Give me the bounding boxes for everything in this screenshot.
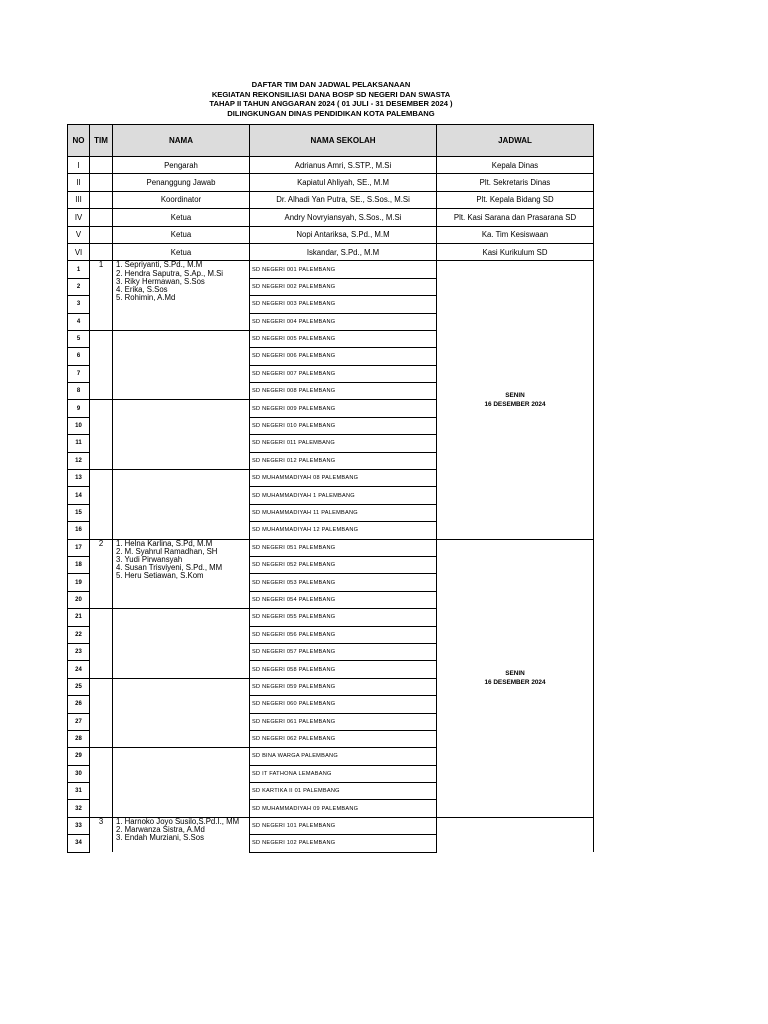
- row-number: 21: [68, 609, 90, 626]
- role-tim-cell: [90, 174, 113, 191]
- school-name: SD MUHAMMADIYAH 11 PALEMBANG: [250, 504, 437, 521]
- team-schedule-cell: [437, 817, 594, 852]
- role-number: IV: [68, 209, 90, 226]
- school-name: SD NEGERI 051 PALEMBANG: [250, 539, 437, 556]
- team-members-cell: [113, 748, 250, 818]
- school-name: SD NEGERI 006 PALEMBANG: [250, 348, 437, 365]
- role-row: [68, 174, 594, 191]
- school-name: SD IT FATHONA LEMABANG: [250, 765, 437, 782]
- col-nama: NAMA: [113, 125, 250, 157]
- team-number-cell: 2: [90, 539, 113, 609]
- school-name: SD NEGERI 011 PALEMBANG: [250, 435, 437, 452]
- role-title: Ketua: [113, 226, 250, 243]
- schedule-day: SENIN: [505, 391, 525, 399]
- row-number: 22: [68, 626, 90, 643]
- row-number: 14: [68, 487, 90, 504]
- team-number-cell: [90, 748, 113, 818]
- team-member: 3. Endah Murziani, S.Sos: [116, 833, 204, 843]
- role-position: Kepala Dinas: [437, 157, 594, 174]
- row-number: 2: [68, 278, 90, 295]
- school-name: SD MUHAMMADIYAH 12 PALEMBANG: [250, 522, 437, 539]
- role-position: Kasi Kurikulum SD: [437, 243, 594, 260]
- team-member: 2. M. Syahrul Ramadhan, SH: [116, 546, 218, 556]
- row-number: 20: [68, 591, 90, 608]
- title-line-3: TAHAP II TAHUN ANGGARAN 2024 ( 01 JULI - 31 DESEMBER 2024 ): [209, 99, 453, 109]
- school-name: SD NEGERI 059 PALEMBANG: [250, 678, 437, 695]
- role-tim-cell: [90, 191, 113, 208]
- role-tim-cell: [90, 243, 113, 260]
- row-number: 33: [68, 817, 90, 834]
- role-row: [68, 157, 594, 174]
- row-number: 24: [68, 661, 90, 678]
- row-number: 17: [68, 539, 90, 556]
- role-position: Plt. Kepala Bidang SD: [437, 191, 594, 208]
- school-name: SD NEGERI 055 PALEMBANG: [250, 609, 437, 626]
- role-person: Iskandar, S.Pd., M.M: [250, 243, 437, 260]
- row-number: 8: [68, 383, 90, 400]
- row-number: 9: [68, 400, 90, 417]
- row-number: 1: [68, 261, 90, 278]
- school-name: SD BINA WARGA PALEMBANG: [250, 748, 437, 765]
- school-name: SD NEGERI 010 PALEMBANG: [250, 417, 437, 434]
- team-members-cell: [113, 330, 250, 400]
- team-members-cell: [113, 470, 250, 540]
- school-name: SD NEGERI 102 PALEMBANG: [250, 835, 437, 852]
- role-person: Adrianus Amri, S.STP., M.Si: [250, 157, 437, 174]
- school-name: SD NEGERI 057 PALEMBANG: [250, 643, 437, 660]
- role-row: [68, 243, 594, 260]
- schedule-day: SENIN: [505, 670, 525, 678]
- team-members-cell: [113, 817, 250, 852]
- school-name: SD NEGERI 062 PALEMBANG: [250, 730, 437, 747]
- team-schedule-cell: [437, 539, 594, 817]
- school-name: SD NEGERI 003 PALEMBANG: [250, 296, 437, 313]
- role-title: Koordinator: [113, 191, 250, 208]
- role-person: Dr. Alhadi Yan Putra, SE., S.Sos., M.Si: [250, 191, 437, 208]
- school-name: SD MUHAMMADIYAH 08 PALEMBANG: [250, 470, 437, 487]
- team-member: 3. Yudi Pirwansyah: [116, 555, 183, 564]
- school-name: SD NEGERI 004 PALEMBANG: [250, 313, 437, 330]
- team-member: 4. Erika, S.Sos: [116, 284, 168, 294]
- team-members-cell: [113, 609, 250, 679]
- row-number: 19: [68, 574, 90, 591]
- role-number: III: [68, 191, 90, 208]
- team-member: 5. Rohimin, A.Md: [116, 293, 176, 303]
- col-tim: TIM: [90, 125, 113, 157]
- team-member: 1. Sepriyanti, S.Pd., M.M: [116, 260, 203, 270]
- school-name: SD NEGERI 061 PALEMBANG: [250, 713, 437, 730]
- team-members-cell: [113, 539, 250, 609]
- schedule-date: 16 DESEMBER 2024: [484, 679, 546, 687]
- school-name: SD MUHAMMADIYAH 09 PALEMBANG: [250, 800, 437, 817]
- document-title: [0, 80, 662, 118]
- schedule-table: [67, 124, 594, 853]
- row-number: 25: [68, 678, 90, 695]
- school-name: SD NEGERI 012 PALEMBANG: [250, 452, 437, 469]
- row-number: 29: [68, 748, 90, 765]
- school-name: SD NEGERI 054 PALEMBANG: [250, 591, 437, 608]
- team-members-cell: [113, 678, 250, 748]
- row-number: 26: [68, 696, 90, 713]
- row-number: 6: [68, 348, 90, 365]
- team-members-cell: [113, 400, 250, 470]
- role-number: V: [68, 226, 90, 243]
- team-number-cell: [90, 400, 113, 470]
- role-tim-cell: [90, 226, 113, 243]
- role-title: Penanggung Jawab: [113, 174, 250, 191]
- team-number-cell: 1: [90, 261, 113, 331]
- school-name: SD NEGERI 058 PALEMBANG: [250, 661, 437, 678]
- team-member: 2. Hendra Saputra, S.Ap., M.Si: [116, 268, 224, 278]
- row-number: 30: [68, 765, 90, 782]
- role-tim-cell: [90, 157, 113, 174]
- row-number: 3: [68, 296, 90, 313]
- header-row: [68, 125, 594, 157]
- row-number: 12: [68, 452, 90, 469]
- role-person: Nopi Antariksa, S.Pd., M.M: [250, 226, 437, 243]
- team-schedule-cell: [437, 261, 594, 539]
- role-position: Ka. Tim Kesiswaan: [437, 226, 594, 243]
- school-name: SD NEGERI 008 PALEMBANG: [250, 383, 437, 400]
- team-number-cell: [90, 609, 113, 679]
- team-member: 1. Helna Karlina, S.Pd, M.M: [116, 539, 213, 548]
- row-number: 13: [68, 470, 90, 487]
- row-number: 31: [68, 783, 90, 800]
- school-name: SD MUHAMMADIYAH 1 PALEMBANG: [250, 487, 437, 504]
- role-position: Plt. Kasi Sarana dan Prasarana SD: [437, 209, 594, 226]
- role-position: Plt. Sekretaris Dinas: [437, 174, 594, 191]
- col-no: NO: [68, 125, 90, 157]
- school-name: SD NEGERI 053 PALEMBANG: [250, 574, 437, 591]
- row-number: 4: [68, 313, 90, 330]
- team-member: 4. Susan Trisviyeni, S.Pd., MM: [116, 563, 223, 573]
- role-row: [68, 191, 594, 208]
- school-name: SD NEGERI 002 PALEMBANG: [250, 278, 437, 295]
- team-member: 2. Marwanza Sistra, A.Md: [116, 825, 205, 835]
- row-number: 18: [68, 556, 90, 573]
- title-line-4: DILINGKUNGAN DINAS PENDIDIKAN KOTA PALEMBANG: [227, 108, 435, 118]
- row-number: 16: [68, 522, 90, 539]
- role-person: Andry Novryiansyah, S.Sos., M.Si: [250, 209, 437, 226]
- role-title: Ketua: [113, 243, 250, 260]
- row-number: 5: [68, 330, 90, 347]
- school-name: SD KARTIKA II 01 PALEMBANG: [250, 783, 437, 800]
- school-name: SD NEGERI 056 PALEMBANG: [250, 626, 437, 643]
- page-blank-area: [0, 853, 768, 1024]
- role-row: [68, 226, 594, 243]
- row-number: 28: [68, 730, 90, 747]
- col-nama-sekolah: NAMA SEKOLAH: [250, 125, 437, 157]
- team-number-cell: [90, 330, 113, 400]
- role-title: Ketua: [113, 209, 250, 226]
- table-row: [68, 817, 594, 834]
- school-name: SD NEGERI 001 PALEMBANG: [250, 261, 437, 278]
- team-number-cell: [90, 678, 113, 748]
- title-line-2: KEGIATAN REKONSILIASI DANA BOSP SD NEGERI DAN SWASTA: [211, 89, 451, 99]
- team-member: 3. Riky Hermawan, S.Sos: [116, 276, 205, 286]
- school-name: SD NEGERI 060 PALEMBANG: [250, 696, 437, 713]
- team-number-cell: 3: [90, 817, 113, 852]
- role-number: I: [68, 157, 90, 174]
- col-jadwal: JADWAL: [437, 125, 594, 157]
- role-person: Kapiatul Ahliyah, SE., M.M: [250, 174, 437, 191]
- school-name: SD NEGERI 007 PALEMBANG: [250, 365, 437, 382]
- role-title: Pengarah: [113, 157, 250, 174]
- school-name: SD NEGERI 052 PALEMBANG: [250, 556, 437, 573]
- role-number: VI: [68, 243, 90, 260]
- schedule-date: 16 DESEMBER 2024: [484, 400, 546, 408]
- row-number: 32: [68, 800, 90, 817]
- role-row: [68, 209, 594, 226]
- team-members-cell: [113, 261, 250, 331]
- row-number: 15: [68, 504, 90, 521]
- row-number: 34: [68, 835, 90, 852]
- row-number: 23: [68, 643, 90, 660]
- row-number: 10: [68, 417, 90, 434]
- team-member: 1. Harnoko Joyo Susilo,S.Pd.I., MM: [116, 817, 240, 826]
- team-number-cell: [90, 470, 113, 540]
- table-row: [68, 539, 594, 556]
- role-tim-cell: [90, 209, 113, 226]
- role-number: II: [68, 174, 90, 191]
- school-name: SD NEGERI 005 PALEMBANG: [250, 330, 437, 347]
- table-row: [68, 261, 594, 278]
- school-name: SD NEGERI 009 PALEMBANG: [250, 400, 437, 417]
- row-number: 11: [68, 435, 90, 452]
- row-number: 7: [68, 365, 90, 382]
- title-line-1: DAFTAR TIM DAN JADWAL PELAKSANAAN: [251, 80, 411, 89]
- school-name: SD NEGERI 101 PALEMBANG: [250, 817, 437, 834]
- row-number: 27: [68, 713, 90, 730]
- team-member: 5. Heru Setiawan, S.Kom: [116, 571, 204, 581]
